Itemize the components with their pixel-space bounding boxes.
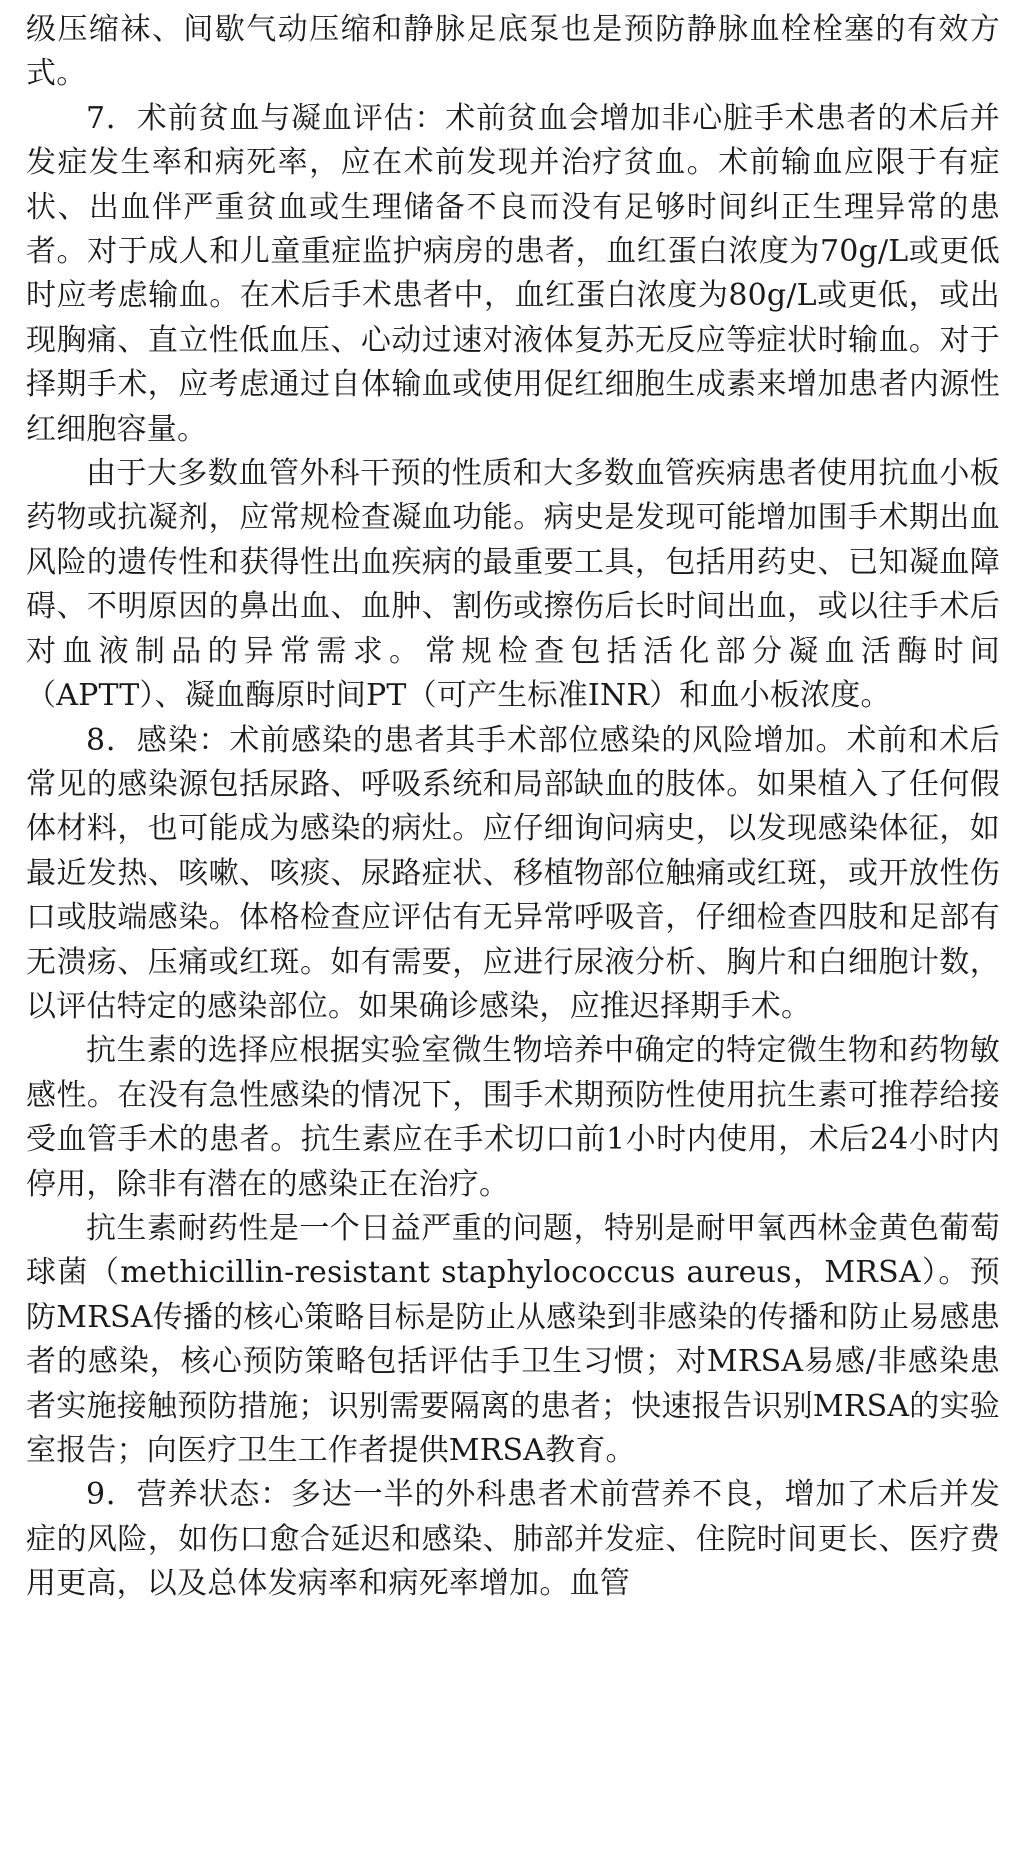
paragraph-vte-prevention-continued: 级压缩袜、间歇气动压缩和静脉足底泵也是预防静脉血栓栓塞的有效方式。 — [26, 12, 1000, 92]
paragraph-coagulation-testing: 由于大多数血管外科干预的性质和大多数血管疾病患者使用抗血小板药物或抗凝剂，应常规检查凝血功能。病史是发现可能增加围手术期出血风险的遗传性和获得性出血疾病的最重要工具，包括用药史、已知凝血障碍、不明原因的鼻出血、血肿、割伤或擦伤后长时间出血，或以往手术后对血液制品的异常需求。常规检查包括活化部分凝血活酶时间（APTT）、凝血酶原时间PT（可产生标准INR）和血小板浓度。 — [26, 456, 1000, 714]
paragraph-mrsa: 抗生素耐药性是一个日益严重的问题，特别是耐甲氧西林金黄色葡萄球菌（methicillin-resistant staphylococcus aureus，MRSA）。预防MRSA传播的核心策略目标是防止从感染到非感染的传播和防止易感患者的感染，核心预防策略包括评估手卫生习惯；对MRSA易感/非感染患者实施接触预防措施；识别需要隔离的患者；快速报告识别MRSA的实验室报告；向医疗卫生工作者提供MRSA教育。 — [26, 1210, 1000, 1468]
paragraph-antibiotic-selection: 抗生素的选择应根据实验室微生物培养中确定的特定微生物和药物敏感性。在没有急性感染的情况下，围手术期预防性使用抗生素可推荐给接受血管手术的患者。抗生素应在手术切口前1小时内使用，术后24小时内停用，除非有潜在的感染正在治疗。 — [26, 1033, 1000, 1202]
paragraph-nutrition: 9．营养状态：多达一半的外科患者术前营养不良，增加了术后并发症的风险，如伤口愈合延迟和感染、肺部并发症、住院时间更长、医疗费用更高，以及总体发病率和病死率增加。血管 — [26, 1477, 1000, 1602]
paragraph-anemia-coagulation: 7．术前贫血与凝血评估：术前贫血会增加非心脏手术患者的术后并发症发生率和病死率，应在术前发现并治疗贫血。术前输血应限于有症状、出血伴严重贫血或生理储备不良而没有足够时间纠正生理异常的患者。对于成人和儿童重症监护病房的患者，血红蛋白浓度为70g/L或更低时应考虑输血。在术后手术患者中，血红蛋白浓度为80g/L或更低，或出现胸痛、直立性低血压、心动过速对液体复苏无反应等症状时输血。对于择期手术，应考虑通过自体输血或使用促红细胞生成素来增加患者内源性红细胞容量。 — [26, 100, 1000, 447]
paragraph-infection: 8．感染：术前感染的患者其手术部位感染的风险增加。术前和术后常见的感染源包括尿路、呼吸系统和局部缺血的肢体。如果植入了任何假体材料，也可能成为感染的病灶。应仔细询问病史，以发现感染体征，如最近发热、咳嗽、咳痰、尿路症状、移植物部位触痛或红斑，或开放性伤口或肢端感染。体格检查应评估有无异常呼吸音，仔细检查四肢和足部有无溃疡、压痛或红斑。如有需要，应进行尿液分析、胸片和白细胞计数，以评估特定的感染部位。如果确诊感染，应推迟择期手术。 — [26, 722, 1000, 1024]
document-page — [26, 0, 1000, 1607]
